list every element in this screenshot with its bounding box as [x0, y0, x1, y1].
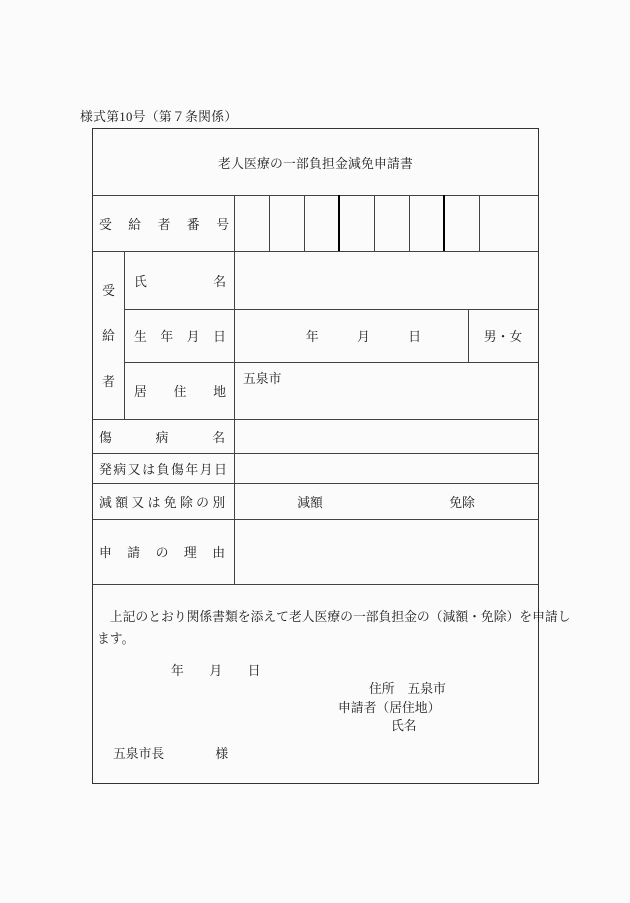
disease-name-label [93, 419, 234, 453]
label-char: 者 [157, 217, 171, 232]
label-char: 者 [102, 374, 115, 389]
category-option-exemption: 免除 [449, 495, 475, 510]
label-char: 月 [186, 330, 200, 344]
onset-date-value-cell [234, 453, 538, 483]
label-char: の [155, 546, 169, 560]
label-char: 由 [212, 546, 225, 560]
label-char: 号 [216, 217, 229, 232]
addressee-line: 五泉市長 様 [113, 747, 229, 761]
form-title: 老人医療の一部負担金減免申請書 [218, 156, 413, 171]
onset-date-label: 発病又は負傷年月日 [99, 462, 229, 477]
name-value-cell [234, 251, 538, 309]
category-value-cell [234, 483, 538, 519]
residence-value-cell: 五泉市 [243, 372, 282, 386]
birthdate-label [124, 309, 234, 362]
gender-options-cell: 男・女 [483, 330, 523, 344]
label-char: 申 [99, 546, 112, 560]
declaration-paragraph [97, 606, 571, 650]
category-label: 減額又は免除の別 [99, 495, 229, 510]
residence-label [124, 362, 234, 419]
applicant-label-line: 申請者（居住地） [338, 701, 441, 715]
application-reason-value-cell [234, 519, 538, 584]
form-number-label: 様式第10号（第７条関係） [80, 110, 238, 124]
recipient-group-label [93, 251, 124, 419]
label-char: 給 [128, 217, 142, 232]
label-char: 請 [127, 546, 141, 560]
application-form-table [92, 128, 571, 784]
recipient-number-label [93, 195, 234, 251]
application-reason-label [93, 519, 234, 584]
label-char: 年 [160, 330, 174, 344]
recipient-number-boxes [234, 195, 479, 251]
label-char: 番 [186, 217, 200, 232]
label-char: 生 [134, 330, 147, 344]
label-char: 受 [102, 284, 115, 299]
declaration-section [93, 584, 571, 783]
label-char: 理 [183, 546, 197, 560]
category-option-reduction: 減額 [297, 495, 323, 510]
label-char: 名 [212, 430, 225, 445]
label-char: 病 [155, 430, 169, 445]
applicant-name-line: 氏名 [391, 719, 417, 733]
label-char: 名 [213, 274, 226, 289]
disease-name-value-cell [234, 419, 538, 453]
label-char: 給 [102, 329, 115, 344]
label-char: 居 [134, 385, 147, 399]
declaration-line-1: 上記のとおり関係書類を添えて老人医療の一部負担金の（減額・免除）を申請し [97, 610, 571, 624]
label-char: 地 [213, 385, 226, 399]
label-char: 傷 [99, 430, 112, 445]
birthdate-value-cell: 年 月 日 [305, 330, 422, 344]
applicant-address-line: 住所 五泉市 [369, 682, 446, 696]
label-char: 受 [99, 217, 112, 232]
label-char: 住 [173, 385, 187, 399]
digit-box-divider [479, 195, 480, 251]
declaration-line-2: ます。 [97, 632, 135, 646]
label-char: 日 [213, 330, 226, 344]
label-char: 氏 [134, 274, 147, 289]
name-label [124, 251, 234, 309]
application-date-line: 年 月 日 [171, 664, 261, 678]
